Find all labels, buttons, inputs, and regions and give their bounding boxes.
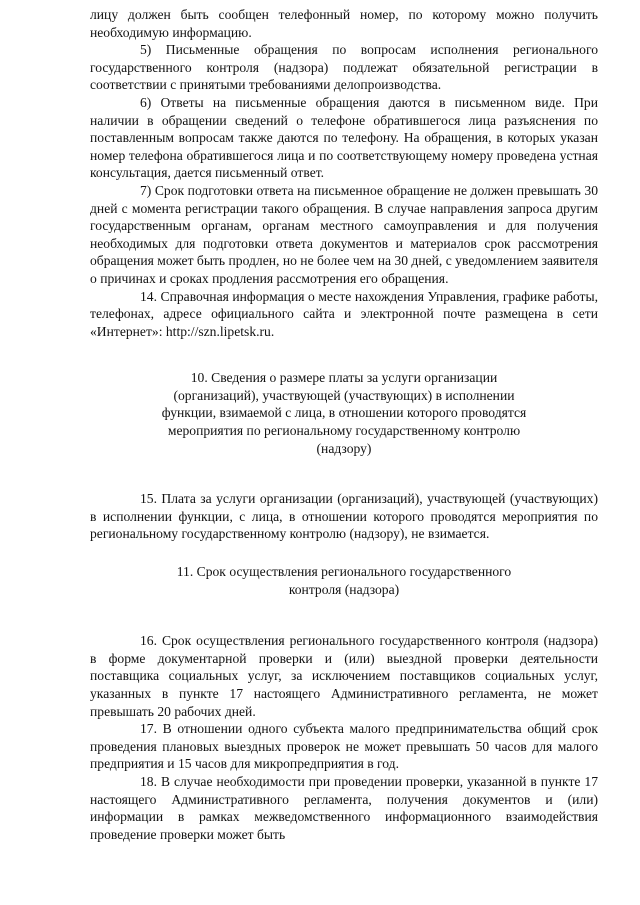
paragraph-14: 14. Справочная информация о месте нахождения Управления, графике работы, телефонах, адресе официального сайта и электронной почте размещена в сети «Интернет»: http://szn.lipetsk.ru. (90, 288, 598, 339)
heading-line: мероприятия по региональному государственному контролю (167, 423, 521, 439)
paragraph-6: 6) Ответы на письменные обращения даются в письменном виде. При наличии в обращении сведений о телефоне обратившегося лица разъяснения по поставленным вопросам также даются по телефону. На обращения, в которых указан номер телефона обратившегося лица и по соответствующему номеру проведена устная консультация, дается письменный ответ. (90, 94, 598, 181)
heading-line: контроля (надзора) (288, 581, 400, 597)
section-10-heading (90, 369, 598, 457)
heading-line: функции, взимаемой с лица, в отношении которого проводятся (161, 405, 527, 421)
section-11-heading (90, 563, 598, 598)
heading-line: 11. Срок осуществления регионального государственного (176, 564, 512, 580)
document-page (90, 6, 598, 843)
paragraph-15: 15. Плата за услуги организации (организаций), участвующей (участвующих) в исполнении функции, с лица, в отношении которого проводятся мероприятия по региональному государственному контролю (надзору), не взимается. (90, 491, 598, 542)
paragraph-17: 17. В отношении одного субъекта малого предпринимательства общий срок проведения плановых выездных проверок не может превышать 50 часов для малого предприятия и 15 часов для микропредприятия в год. (90, 721, 598, 772)
paragraph-18: 18. В случае необходимости при проведении проверки, указанной в пункте 17 настоящего Административного регламента, получения документов и (или) информации в рамках межведомственного информационного взаимодействия проведение проверки может быть (90, 773, 598, 842)
heading-line: (надзору) (316, 440, 372, 456)
heading-line: (организаций), участвующей (участвующих) в исполнении (173, 387, 515, 403)
paragraph-continuation: лицу должен быть сообщен телефонный номер, по которому можно получить необходимую информацию. (90, 7, 598, 40)
paragraph-16: 16. Срок осуществления регионального государственного контроля (надзора) в форме документарной проверки и (или) выездной проверки деятельности поставщика социальных услуг, за исключением поставщиков социальных услуг, указанных в пункте 17 настоящего Административного регламента, не может превышать 20 рабочих дней. (90, 633, 598, 719)
paragraph-5: 5) Письменные обращения по вопросам исполнения регионального государственного контроля (надзора) подлежат обязательной регистрации в соответствии с принятыми требованиями делопроизводства. (90, 42, 598, 93)
heading-line: 10. Сведения о размере платы за услуги организации (190, 370, 498, 386)
paragraph-7: 7) Срок подготовки ответа на письменное обращение не должен превышать 30 дней с момента регистрации такого обращения. В случае направления запроса другим государственным органам, органам местного самоуправления и для получения необходимых для подготовки ответа документов и материалов срок рассмотрения обращения может быть продлен, но не более чем на 30 дней, с уведомлением заявителя о причинах и сроках продления рассмотрения его обращения. (90, 182, 598, 286)
